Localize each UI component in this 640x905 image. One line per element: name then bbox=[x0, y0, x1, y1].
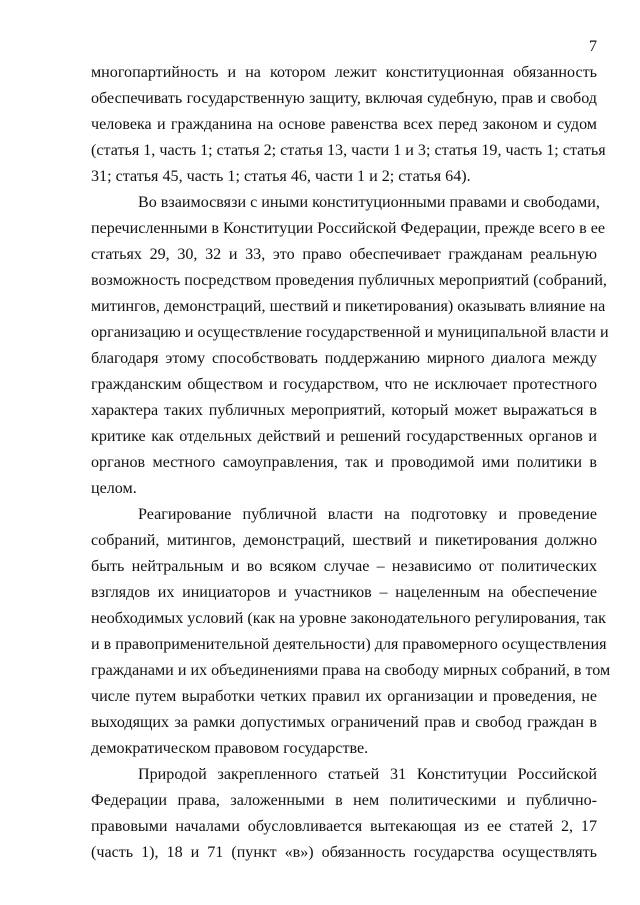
paragraph-first-line: Во взаимосвязи с иными конституционными правами и свободами, bbox=[138, 194, 600, 211]
text-line: гражданами и их объединениями права на свободу мирных собраний, в том bbox=[91, 662, 611, 679]
paragraph-first-line: Природой закрепленного статьей 31 Конституции Российской bbox=[138, 766, 597, 783]
text-line: человека и гражданина на основе равенства всех перед законом и судом bbox=[91, 116, 597, 133]
text-line: статьях 29, 30, 32 и 33, это право обеспечивает гражданам реальную bbox=[91, 246, 597, 263]
text-line: собраний, митингов, демонстраций, шествий и пикетирования должно bbox=[91, 532, 597, 549]
text-line: организацию и осуществление государственной и муниципальной власти и bbox=[91, 324, 609, 341]
text-line: характера таких публичных мероприятий, который может выражаться в bbox=[91, 402, 597, 419]
text-line: демократическом правовом государстве. bbox=[91, 740, 369, 757]
page-body-text bbox=[91, 60, 611, 866]
text-line: взглядов их инициаторов и участников – нацеленным на обеспечение bbox=[91, 584, 597, 601]
text-line: 31; статья 45, часть 1; статья 46, части 1 и 2; статья 64). bbox=[91, 168, 471, 185]
text-line: (статья 1, часть 1; статья 2; статья 13, части 1 и 3; статья 19, часть 1; статья bbox=[91, 142, 606, 159]
text-line: возможность посредством проведения публичных мероприятий (собраний, bbox=[91, 272, 607, 289]
text-line: многопартийность и на котором лежит конституционная обязанность bbox=[91, 64, 597, 81]
text-line: необходимых условий (как на уровне законодательного регулирования, так bbox=[91, 610, 606, 627]
text-line: перечисленными в Конституции Российской Федерации, прежде всего в ее bbox=[91, 220, 605, 237]
text-line: (часть 1), 18 и 71 (пункт «в») обязанность государства осуществлять bbox=[91, 844, 597, 861]
text-line: благодаря этому способствовать поддержанию мирного диалога между bbox=[91, 350, 597, 367]
page-number: 7 bbox=[589, 38, 597, 55]
text-line: митингов, демонстраций, шествий и пикетирования) оказывать влияние на bbox=[91, 298, 606, 315]
text-line: целом. bbox=[91, 480, 137, 497]
text-line: органов местного самоуправления, так и проводимой ими политики в bbox=[91, 454, 597, 471]
text-line: Федерации права, заложенными в нем политическими и публично- bbox=[91, 792, 597, 809]
text-line: критике как отдельных действий и решений государственных органов и bbox=[91, 428, 597, 445]
paragraph-first-line: Реагирование публичной власти на подготовку и проведение bbox=[138, 506, 597, 523]
text-line: быть нейтральным и во всяком случае – независимо от политических bbox=[91, 558, 597, 575]
text-line: гражданским обществом и государством, что не исключает протестного bbox=[91, 376, 597, 393]
text-line: правовыми началами обусловливается вытекающая из ее статей 2, 17 bbox=[91, 818, 597, 835]
text-line: числе путем выработки четких правил их организации и проведения, не bbox=[91, 688, 597, 705]
text-line: выходящих за рамки допустимых ограничений прав и свобод граждан в bbox=[91, 714, 597, 731]
text-line: и в правоприменительной деятельности) для правомерного осуществления bbox=[91, 636, 607, 653]
text-line: обеспечивать государственную защиту, включая судебную, прав и свобод bbox=[91, 90, 597, 107]
